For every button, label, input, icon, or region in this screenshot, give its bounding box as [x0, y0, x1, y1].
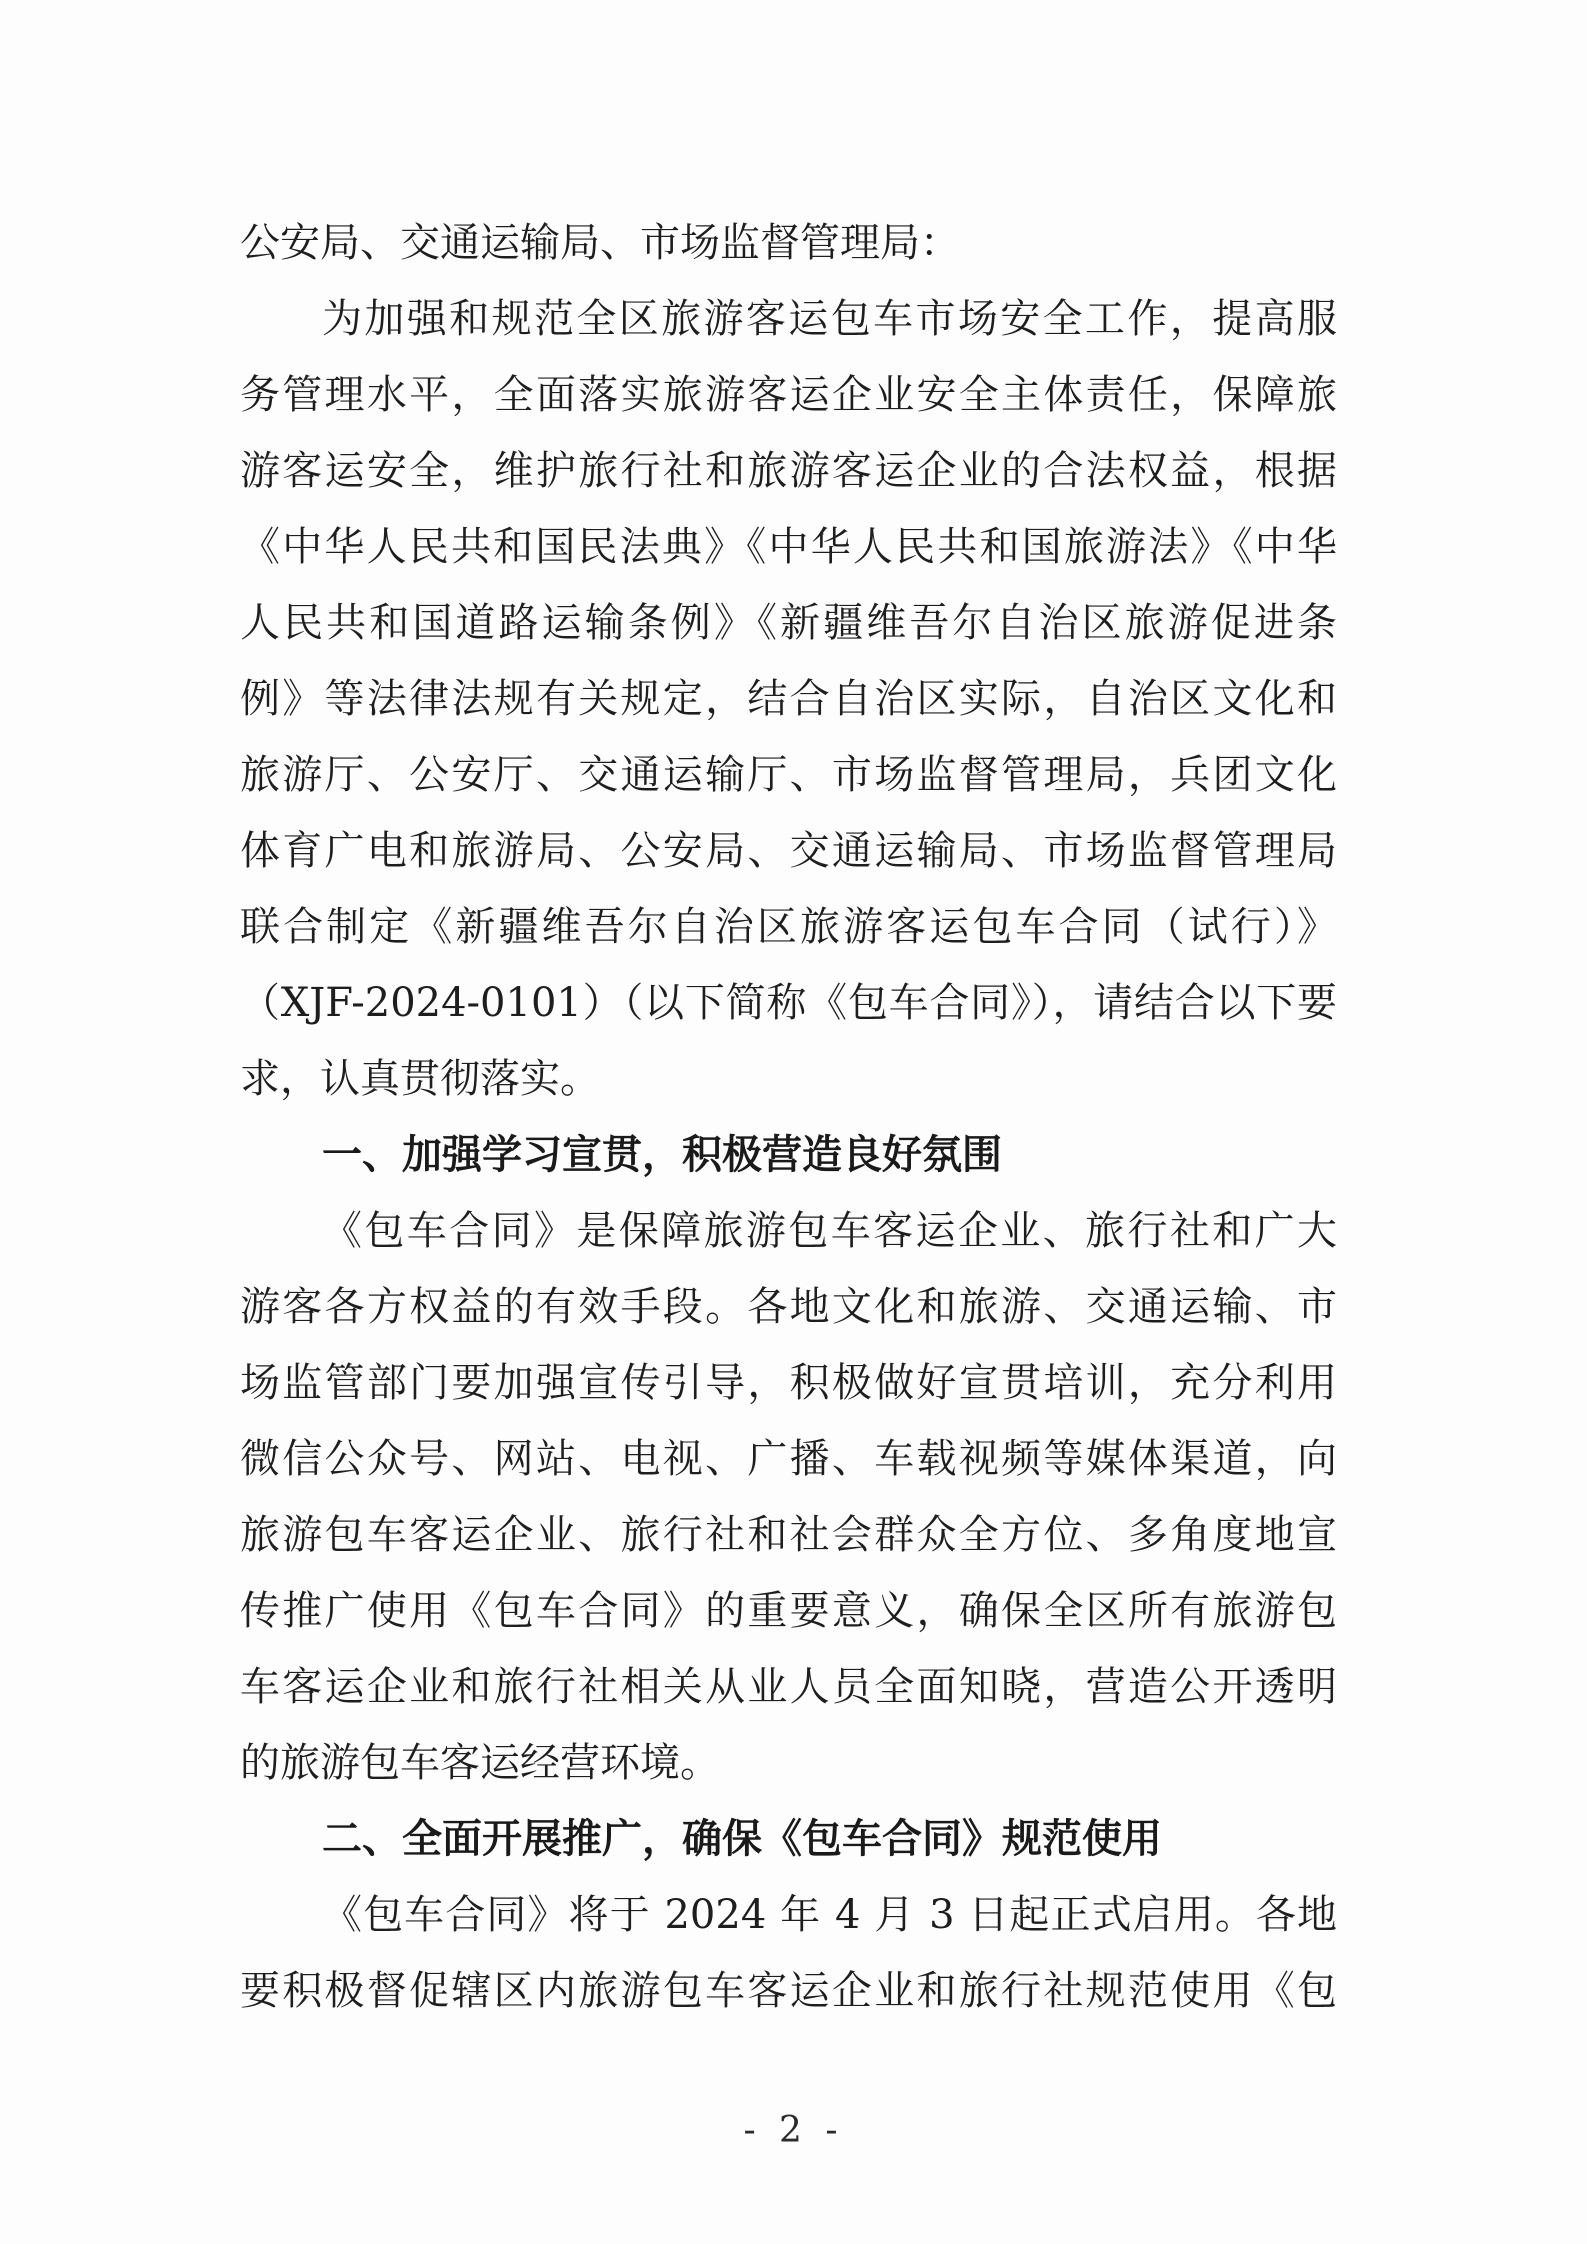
body-line: 微信公众号、网站、电视、广播、车载视频等媒体渠道，向	[240, 1436, 1337, 1482]
paragraph-3	[240, 1877, 1337, 2029]
salutation-line: 公安局、交通运输局、市场监督管理局：	[240, 220, 960, 266]
paragraph-2	[240, 1193, 1337, 1801]
body-line: 的旅游包车客运经营环境。	[240, 1740, 720, 1786]
body-line: 游客运安全，维护旅行社和旅游客运企业的合法权益，根据	[240, 448, 1337, 494]
body-line: 《包车合同》是保障旅游包车客运企业、旅行社和广大	[322, 1208, 1337, 1254]
body-line: 旅游厅、公安厅、交通运输厅、市场监督管理局，兵团文化	[240, 752, 1337, 798]
body-line: 《中华人民共和国民法典》《中华人民共和国旅游法》《中华	[240, 524, 1337, 570]
body-line: 传推广使用《包车合同》的重要意义，确保全区所有旅游包	[240, 1588, 1337, 1634]
section-heading-1: 一、加强学习宣贯，积极营造良好氛围	[322, 1132, 1002, 1178]
page-number: - 2 -	[743, 2110, 844, 2151]
body-line: 车客运企业和旅行社相关从业人员全面知晓，营造公开透明	[240, 1664, 1337, 1710]
paragraph-1	[240, 281, 1337, 1117]
section-heading-2: 二、全面开展推广，确保《包车合同》规范使用	[322, 1816, 1162, 1862]
body-line: 要积极督促辖区内旅游包车客运企业和旅行社规范使用《包	[240, 1968, 1337, 2014]
body-line: 《包车合同》将于 2024 年 4 月 3 日起正式启用。各地	[322, 1892, 1337, 1938]
body-line: （XJF-2024-0101）（以下简称《包车合同》），请结合以下要	[240, 980, 1337, 1026]
body-line: 旅游包车客运企业、旅行社和社会群众全方位、多角度地宣	[240, 1512, 1337, 1558]
body-line: 体育广电和旅游局、公安局、交通运输局、市场监督管理局	[240, 828, 1337, 874]
body-line: 联合制定《新疆维吾尔自治区旅游客运包车合同（试行）》	[240, 904, 1337, 950]
document-body	[240, 205, 1337, 2029]
body-line: 求，认真贯彻落实。	[240, 1056, 600, 1102]
body-line: 游客各方权益的有效手段。各地文化和旅游、交通运输、市	[240, 1284, 1337, 1330]
body-line: 场监管部门要加强宣传引导，积极做好宣贯培训，充分利用	[240, 1360, 1337, 1406]
body-line: 例》等法律法规有关规定，结合自治区实际，自治区文化和	[240, 676, 1337, 722]
body-line: 务管理水平，全面落实旅游客运企业安全主体责任，保障旅	[240, 372, 1337, 418]
body-line: 为加强和规范全区旅游客运包车市场安全工作，提高服	[322, 296, 1337, 342]
body-line: 人民共和国道路运输条例》《新疆维吾尔自治区旅游促进条	[240, 600, 1337, 646]
